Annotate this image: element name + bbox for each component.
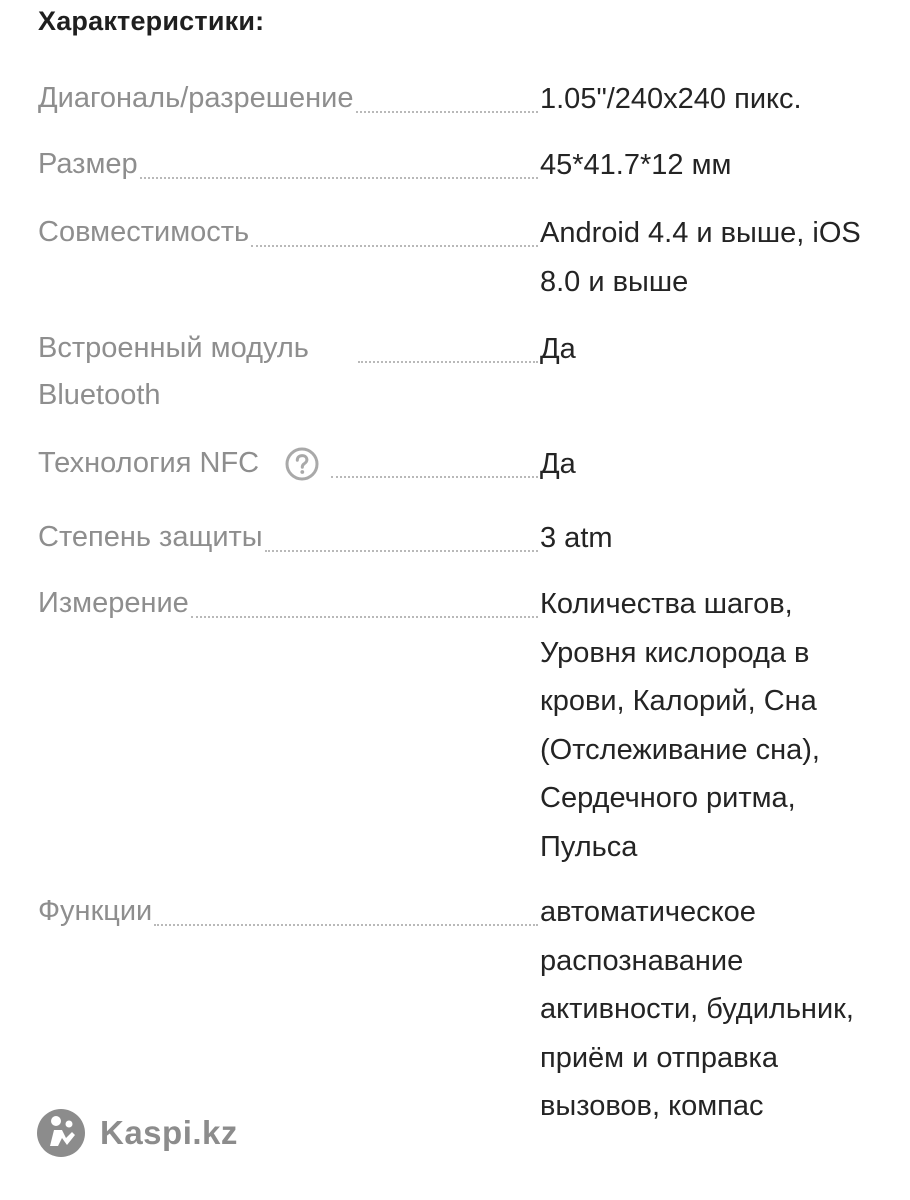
spec-value: Количества шагов, Уровня кислорода в крови, Калорий, Сна (Отслеживание сна), Сердечного ритма, Пульса [540, 588, 820, 863]
spec-label-text: Степень защиты [38, 521, 263, 553]
dotted-leader [358, 361, 538, 363]
spec-label [38, 888, 538, 935]
dotted-leader [251, 245, 538, 247]
dotted-leader [191, 616, 538, 618]
spec-label-text-line1: Встроенный модуль [38, 332, 309, 364]
spec-value: Да [540, 448, 576, 480]
spec-value: 3 atm [540, 522, 613, 554]
kaspi-watermark [36, 1108, 238, 1158]
spec-value: автоматическое распознавание активности, будильник, приём и отправка вызовов, компас [540, 896, 854, 1122]
kaspi-logo-icon [36, 1108, 86, 1158]
spec-label [38, 141, 538, 188]
dotted-leader [154, 924, 538, 926]
spec-label [38, 325, 538, 419]
spec-label [38, 75, 538, 122]
spec-label [38, 580, 538, 627]
watermark-text: Kaspi.kz [100, 1114, 238, 1151]
spec-value: Android 4.4 и выше, iOS 8.0 и выше [540, 217, 861, 298]
spec-label-text: Технология NFC [38, 447, 260, 479]
spec-label-text: Функции [38, 895, 153, 927]
spec-label-text: Совместимость [38, 216, 250, 248]
spec-value: 1.05"/240x240 пикс. [540, 83, 802, 115]
dotted-leader [265, 550, 538, 552]
spec-value: 45*41.7*12 мм [540, 149, 732, 181]
spec-label-text-line2: Bluetooth [38, 379, 161, 411]
dotted-leader [331, 476, 538, 478]
spec-label [38, 514, 538, 561]
dotted-leader [140, 177, 538, 179]
spec-label-text: Измерение [38, 587, 189, 619]
spec-label-text: Диагональ/разрешение [38, 82, 354, 114]
spec-label [38, 440, 538, 487]
section-title: Характеристики: [38, 6, 265, 36]
dotted-leader [356, 111, 539, 113]
spec-label-text: Размер [38, 148, 138, 180]
question-circle-icon[interactable] [285, 447, 319, 481]
spec-value: Да [540, 333, 576, 365]
spec-label [38, 209, 538, 256]
